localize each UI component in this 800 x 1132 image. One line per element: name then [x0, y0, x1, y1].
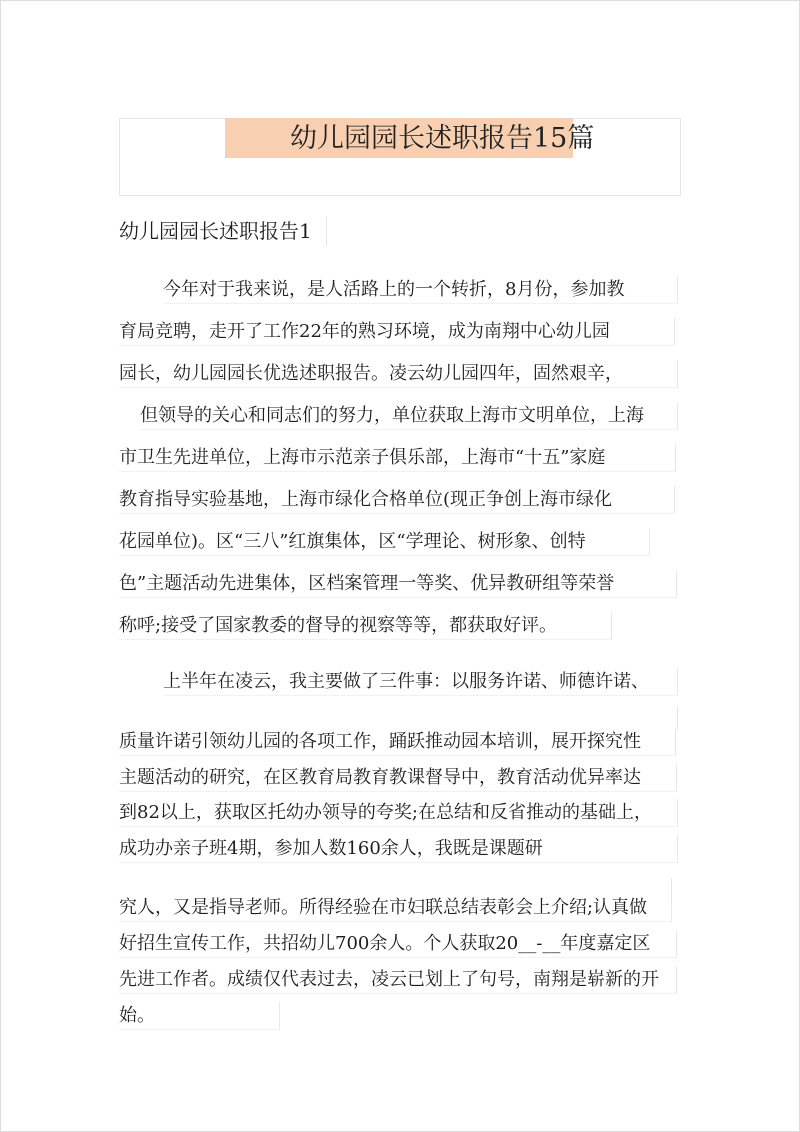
paragraph-line: 上半年在凌云，我主要做了三件事：以服务许诺、师德许诺、 — [163, 668, 678, 696]
guide-mark — [671, 878, 672, 904]
paragraph-line: 今年对于我来说，是人活路上的一个转折，8月份，参加教 — [163, 276, 678, 304]
paragraph-line: 教育指导实验基地，上海市绿化合格单位(现正争创上海市绿化 — [119, 486, 675, 514]
paragraph-line: 成功办亲子班4期，参加人数160余人，我既是课题研 — [119, 835, 678, 863]
paragraph-line: 色”主题活动先进集体，区档案管理一等奖、优异教研组等荣誉 — [119, 570, 677, 598]
paragraph-line: 好招生宣传工作，共招幼儿700余人。个人获取20__-__年度嘉定区 — [119, 930, 677, 958]
paragraph-line: 但领导的关心和同志们的努力，单位获取上海市文明单位，上海 — [140, 402, 678, 430]
section-heading: 幼儿园园长述职报告1 — [119, 216, 327, 246]
paragraph-line: 主题活动的研究，在区教育局教育教课督导中，教育活动优异率达 — [119, 764, 677, 792]
paragraph-line: 市卫生先进单位，上海市示范亲子俱乐部，上海市“十五”家庭 — [119, 444, 676, 472]
paragraph-line: 先进工作者。成绩仅代表过去，凌云已划上了句号，南翔是崭新的开 — [119, 966, 677, 994]
guide-mark — [677, 706, 678, 730]
paragraph-line: 到82以上，获取区托幼办领导的夸奖;在总结和反省推动的基础上， — [119, 799, 678, 827]
document-title: 幼儿园园长述职报告15篇 — [290, 123, 595, 154]
paragraph-line: 育局竞聘，走开了工作22年的熟习环境，成为南翔中心幼儿园 — [119, 318, 675, 346]
paragraph-line: 称呼;接受了国家教委的督导的视察等等，都获取好评。 — [119, 612, 612, 640]
paragraph-line: 究人，又是指导老师。所得经验在市妇联总结表彰会上介绍;认真做 — [119, 894, 672, 922]
paragraph-line: 质量许诺引领幼儿园的各项工作，踊跃推动园本培训，展开探究性 — [119, 728, 676, 756]
paragraph-line: 花园单位)。区“三八”红旗集体，区“学理论、树形象、创特 — [119, 528, 650, 556]
paragraph-line: 始。 — [119, 1002, 280, 1030]
paragraph-line: 园长，幼儿园园长优选述职报告。凌云幼儿园四年，固然艰辛， — [119, 360, 678, 388]
